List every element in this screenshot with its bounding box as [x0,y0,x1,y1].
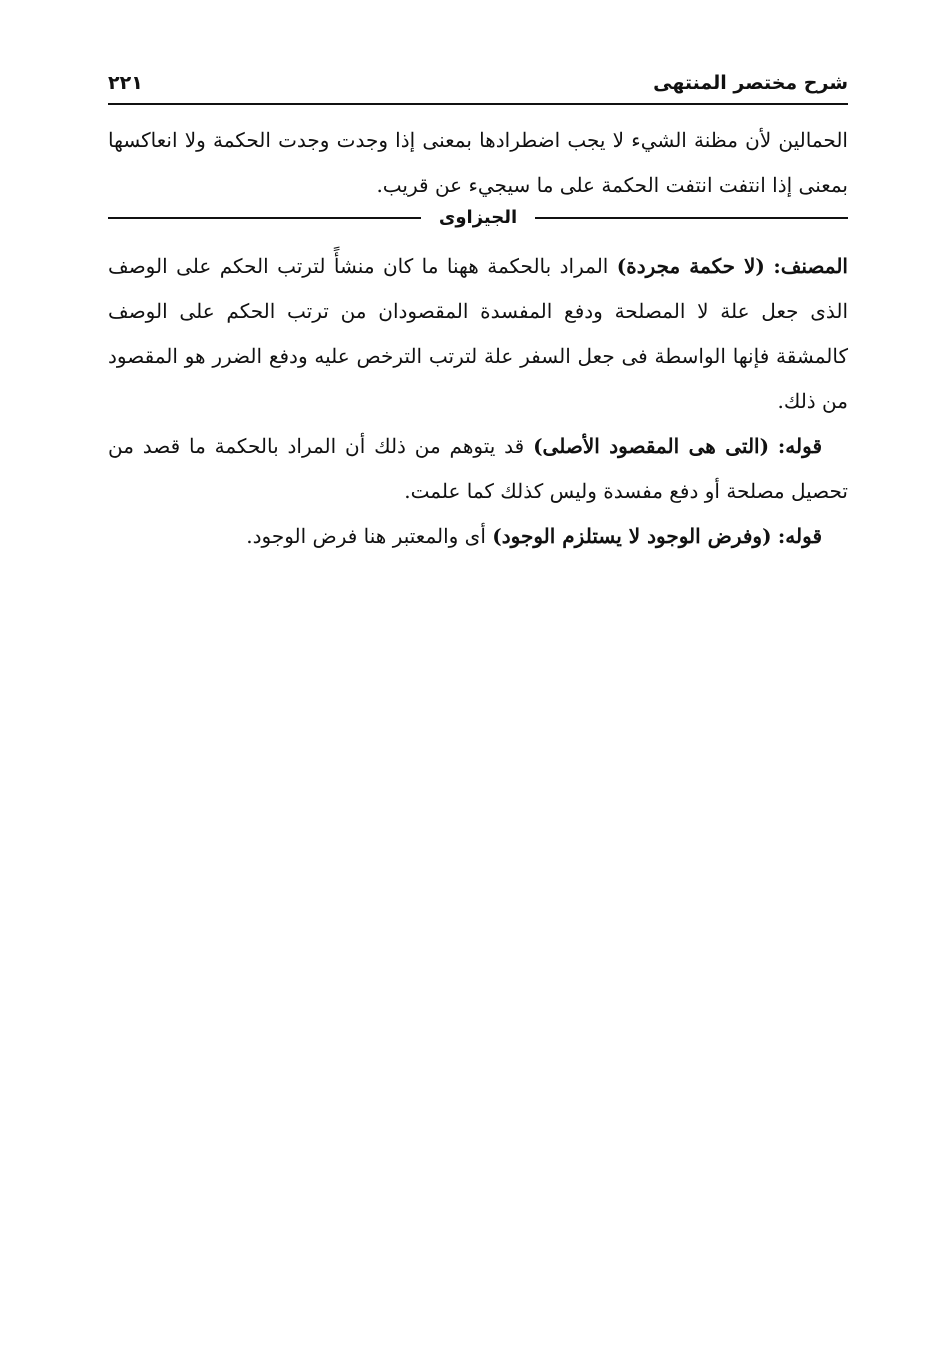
running-title: شرح مختصر المنتهى [653,72,848,94]
quoted-phrase: (وفرض الوجود لا يستلزم الوجود) [492,524,772,548]
quoted-phrase: (لا حكمة مجردة) [616,254,765,278]
paragraph-text: المراد بالحكمة ههنا ما كان منشأً لترتب الحكم على الوصف الذى جعل علة لا المصلحة ودفع المفسدة المقصودان من ترتب الحكم على الوصف كالمشقة فإنها الواسطة فى جعل السفر علة لترتب الترخص عليه ودفع الضرر هو المقصود من ذلك. [108,254,848,413]
quoted-phrase: (التى هى المقصود الأصلى) [533,434,770,458]
commentary-block [108,244,848,559]
header-rule [108,103,848,105]
paragraph-lead: قوله: [777,434,822,458]
paragraph-text: أى والمعتبر هنا فرض الوجود. [246,524,486,548]
commentary-paragraph [108,424,848,514]
commentator-name: الجيزاوى [438,207,518,228]
page-header [108,64,848,102]
commentary-paragraph [108,514,848,559]
paragraph-lead: المصنف: [773,254,848,278]
commentary-separator [108,198,848,238]
paragraph-text: قد يتوهم من ذلك أن المراد بالحكمة ما قصد من تحصيل مصلحة أو دفع مفسدة وليس كذلك كما علمت. [108,434,848,503]
separator-line-left [108,217,421,219]
page-number: ٢٢١ [108,72,143,94]
paragraph-lead: قوله: [777,524,822,548]
commentary-paragraph [108,244,848,424]
top-paragraph: الحمالين لأن مظنة الشيء لا يجب اضطرادها بمعنى إذا وجدت وجدت الحكمة ولا انعاكسها بمعنى إذا انتفت انتفت الحكمة على ما سيجيء عن قريب. [108,128,848,197]
separator-line-right [535,217,848,219]
top-text-block [108,118,848,208]
